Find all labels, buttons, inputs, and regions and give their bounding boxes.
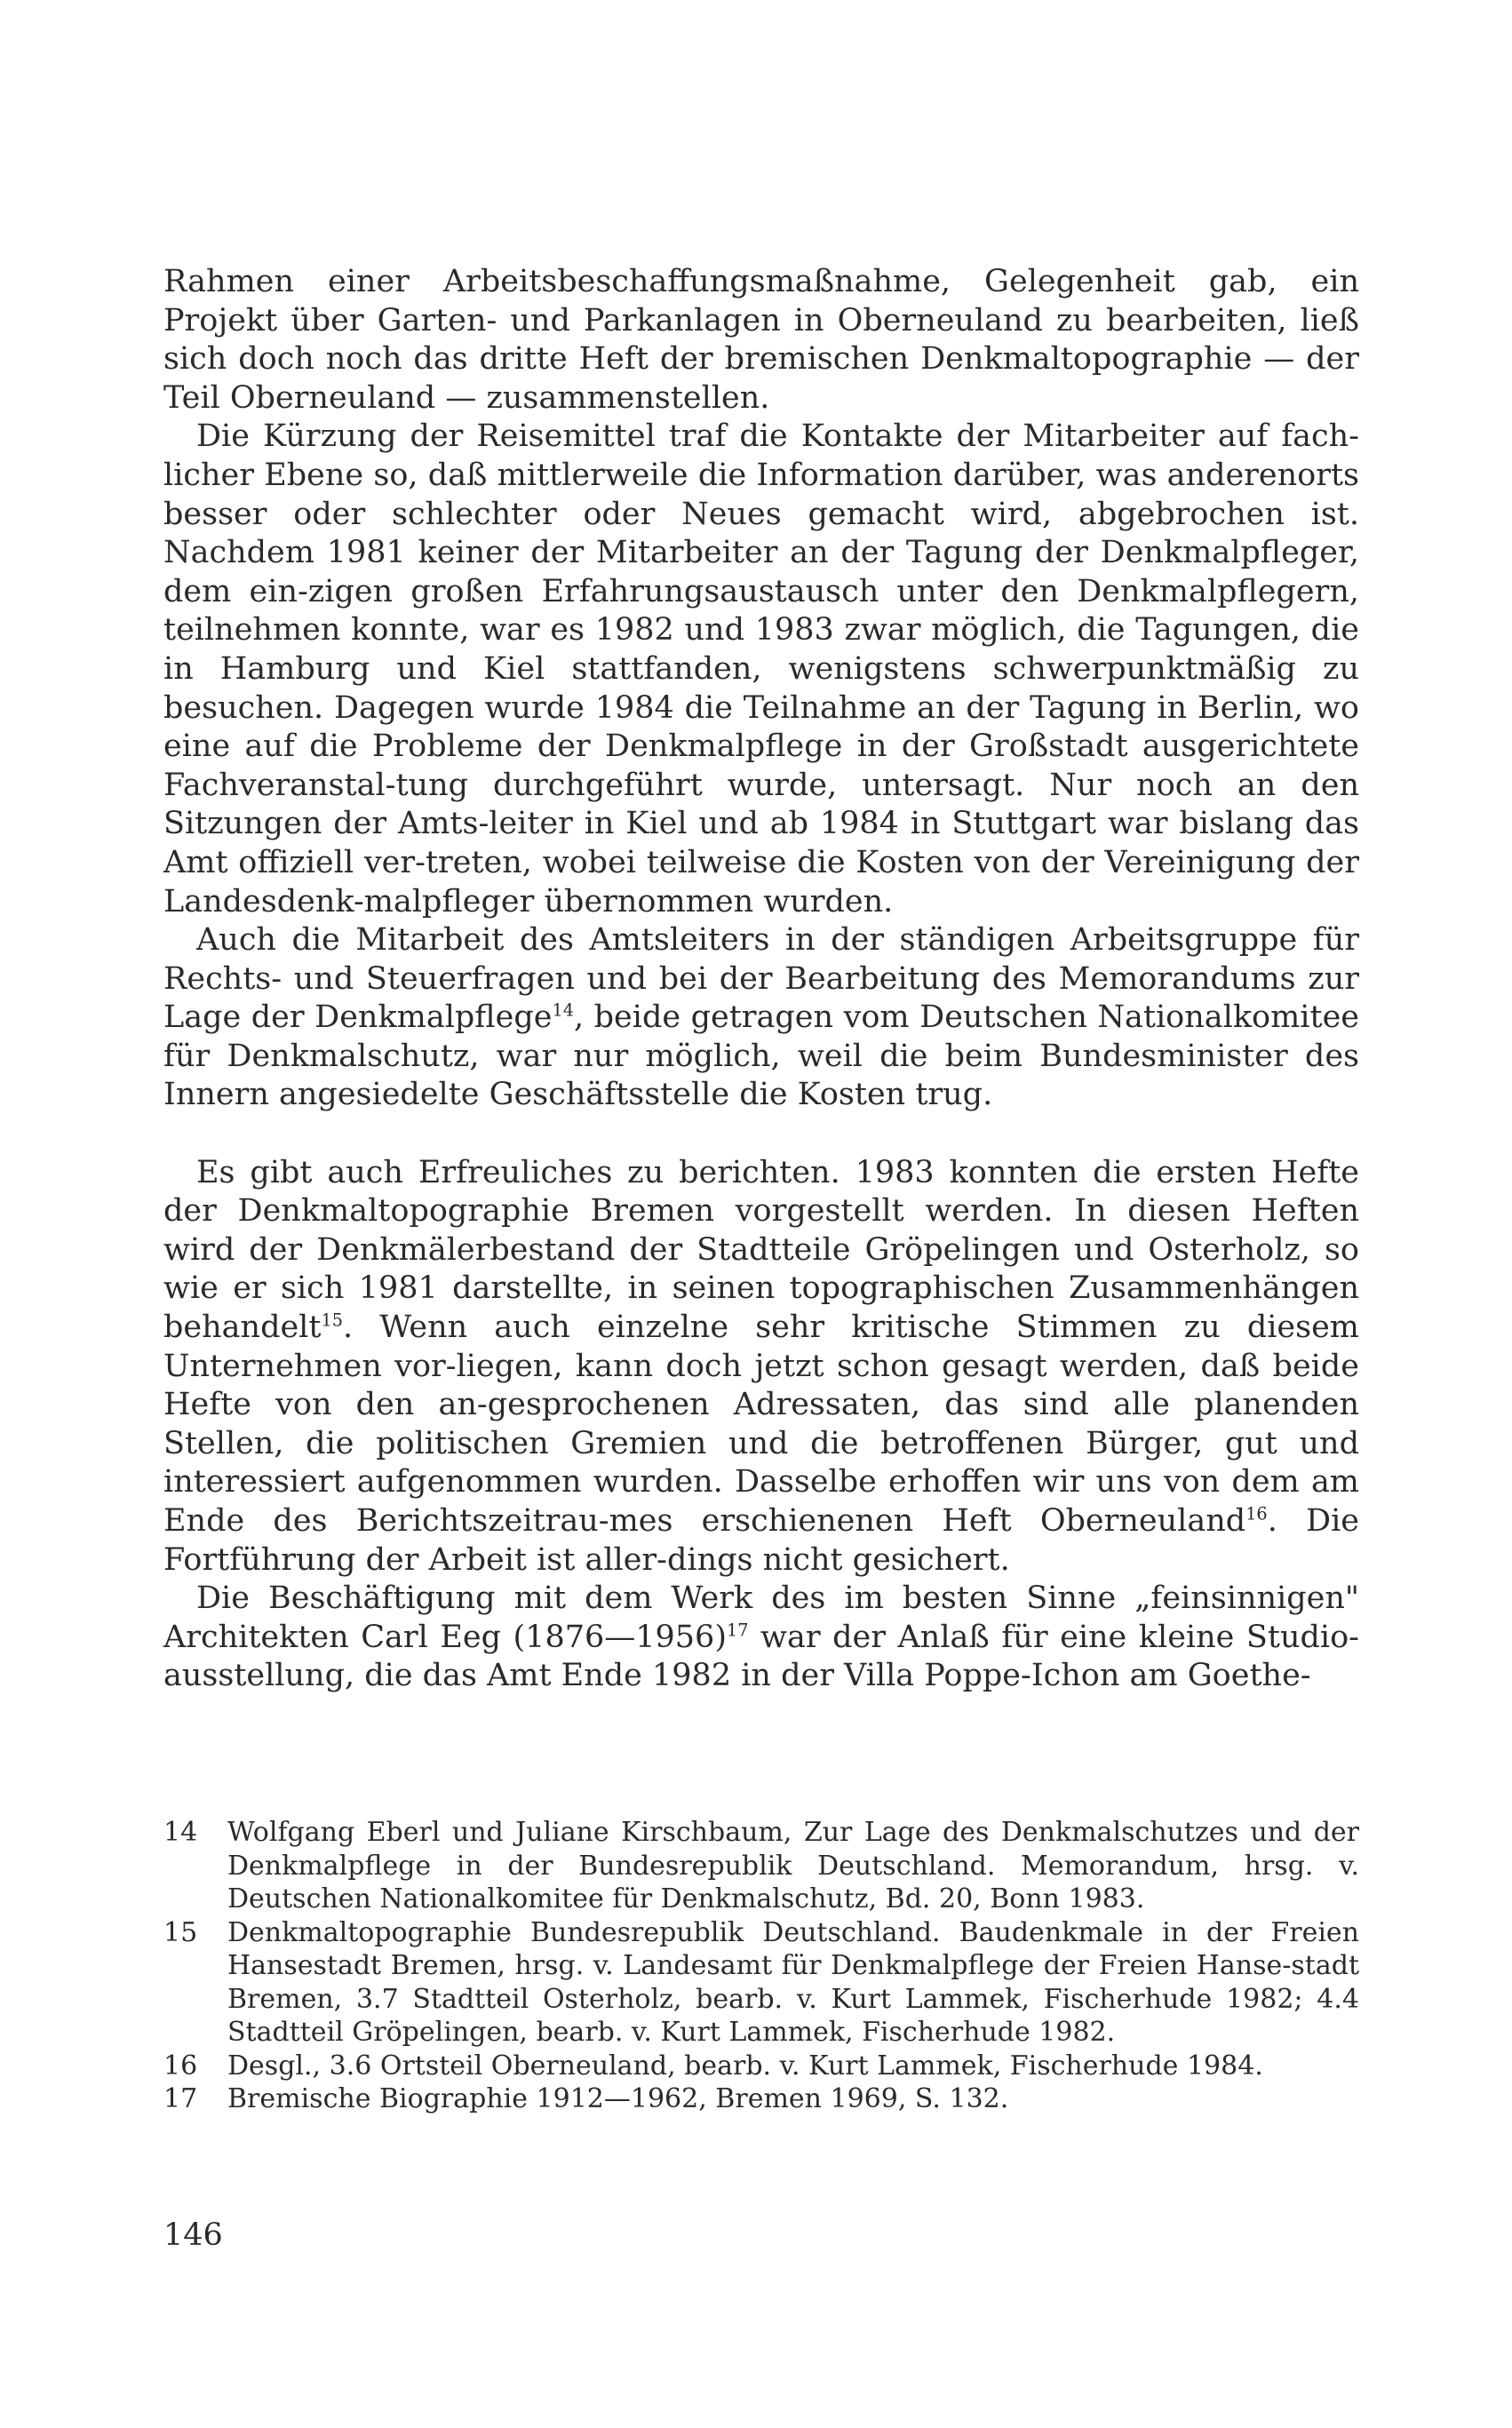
footnote-17 <box>163 2082 1359 2116</box>
footnote-ref-15[interactable]: 15 <box>321 1310 343 1331</box>
footnote-text: Desgl., 3.6 Ortsteil Oberneuland, bearb. v. Kurt Lammek, Fischerhude 1984. <box>227 2050 1263 2082</box>
footnote-text: Wolfgang Eberl und Juliane Kirschbaum, Zur Lage des Denkmalschutzes und der Denkmalpflege in der Bundesrepublik Deutschland. Memorandum, hrsg. v. Deutschen Nationalkomitee für Denkmalschutz, Bd. 20, Bonn 1983. <box>227 1817 1359 1915</box>
paragraph-text: , beide getragen vom Deutschen Nationalkomitee für Denkmalschutz, war nur möglich, weil die beim Bundesminister des Innern angesiedelte Geschäftsstelle die Kosten trug. <box>163 999 1359 1113</box>
paragraph-5 <box>163 1580 1359 1696</box>
footnote-number: 17 <box>163 2083 198 2114</box>
page-number: 146 <box>163 2217 223 2253</box>
paragraph-4 <box>163 1154 1359 1580</box>
footnote-14 <box>163 1816 1359 1916</box>
footnote-text: Bremische Biographie 1912—1962, Bremen 1969, S. 132. <box>227 2083 1009 2114</box>
footnote-ref-17[interactable]: 17 <box>726 1620 749 1641</box>
footnote-16 <box>163 2050 1359 2083</box>
paragraph-text: . Wenn auch einzelne sehr kritische Stimmen zu diesem Unternehmen vor-liegen, kann doch jetzt schon gesagt werden, daß beide Hefte von den an-gesprochenen Adressaten, das sind alle planenden Stellen, die politischen Gremien und die betroffenen Bürger, gut und interessiert aufgenommen wurden. Dasselbe erhoffen wir uns von dem am Ende des Berichtszeitrau-mes erschienenen Heft Oberneuland <box>163 1310 1359 1539</box>
paragraph-text: Es gibt auch Erfreuliches zu berichten. 1983 konnten die ersten Hefte der Denkmaltopographie Bremen vorgestellt werden. In diesen Heften wird der Denkmälerbestand der Stadtteile Gröpelingen und Osterholz, so wie er sich 1981 darstellte, in seinen topographischen Zusammenhängen behandelt <box>163 1154 1359 1346</box>
paragraph-text: . Die Fortführung der Arbeit ist aller-dings nicht gesichert. <box>163 1503 1359 1578</box>
paragraph-1 <box>163 263 1359 418</box>
paragraph-text: Auch die Mitarbeit des Amtsleiters in der ständigen Arbeitsgruppe für Rechts- und Steuerfragen und bei der Bearbeitung des Memorandums zur Lage der Denkmalpflege <box>163 922 1359 1036</box>
footnote-number: 16 <box>163 2050 198 2082</box>
footnote-15 <box>163 1916 1359 2050</box>
footnote-number: 15 <box>163 1916 198 1948</box>
footnotes <box>163 1816 1359 2116</box>
footnote-number: 14 <box>163 1817 198 1848</box>
paragraph-text: Die Beschäftigung mit dem Werk des im besten Sinne „feinsinnigen" Architekten Carl Eeg (1876—1956) <box>163 1580 1359 1655</box>
footnote-text: Denkmaltopographie Bundesrepublik Deutschland. Baudenkmale in der Freien Hansestadt Bremen, hrsg. v. Landesamt für Denkmalpflege der Freien Hanse-stadt Bremen, 3.7 Stadtteil Osterholz, bearb. v. Kurt Lammek, Fischerhude 1982; 4.4 Stadtteil Gröpelingen, bearb. v. Kurt Lammek, Fischerhude 1982. <box>227 1916 1359 2048</box>
body-text <box>163 263 1359 1696</box>
footnote-ref-16[interactable]: 16 <box>1245 1503 1268 1524</box>
paragraph-text: Die Kürzung der Reisemittel traf die Kontakte der Mitarbeiter auf fach-licher Ebene so, daß mittlerweile die Information darüber, was anderenorts besser oder schlechter oder Neues gemacht wird, abgebrochen ist. Nachdem 1981 keiner der Mitarbeiter an der Tagung der Denkmalpfleger, dem ein-zigen großen Erfahrungsaustausch unter den Denkmalpflegern, teilnehmen konnte, war es 1982 und 1983 zwar möglich, die Tagungen, die in Hamburg und Kiel stattfanden, wenigstens schwerpunktmäßig zu besuchen. Dagegen wurde 1984 die Teilnahme an der Tagung in Berlin, wo eine auf die Probleme der Denkmalpflege in der Großstadt ausgerichtete Fachveranstal-tung durchgeführt wurde, untersagt. Nur noch an den Sitzungen der Amts-leiter in Kiel und ab 1984 in Stuttgart war bislang das Amt offiziell ver-treten, wobei teilweise die Kosten von der Vereinigung der Landesdenk-malpfleger übernommen wurden. <box>163 418 1359 919</box>
paragraph-text: Rahmen einer Arbeitsbeschaffungsmaßnahme, Gelegenheit gab, ein Projekt über Garten- und Parkanlagen in Oberneuland zu bearbeiten, ließ sich doch noch das dritte Heft der bremischen Denkmaltopographie — der Teil Oberneuland — zusammenstellen. <box>163 264 1359 416</box>
paragraph-2 <box>163 418 1359 921</box>
footnote-ref-14[interactable]: 14 <box>552 999 574 1021</box>
paragraph-3 <box>163 921 1359 1115</box>
paragraph-text: war der Anlaß für eine kleine Studio-ausstellung, die das Amt Ende 1982 in der Villa Poppe-Ichon am Goethe- <box>163 1619 1359 1694</box>
